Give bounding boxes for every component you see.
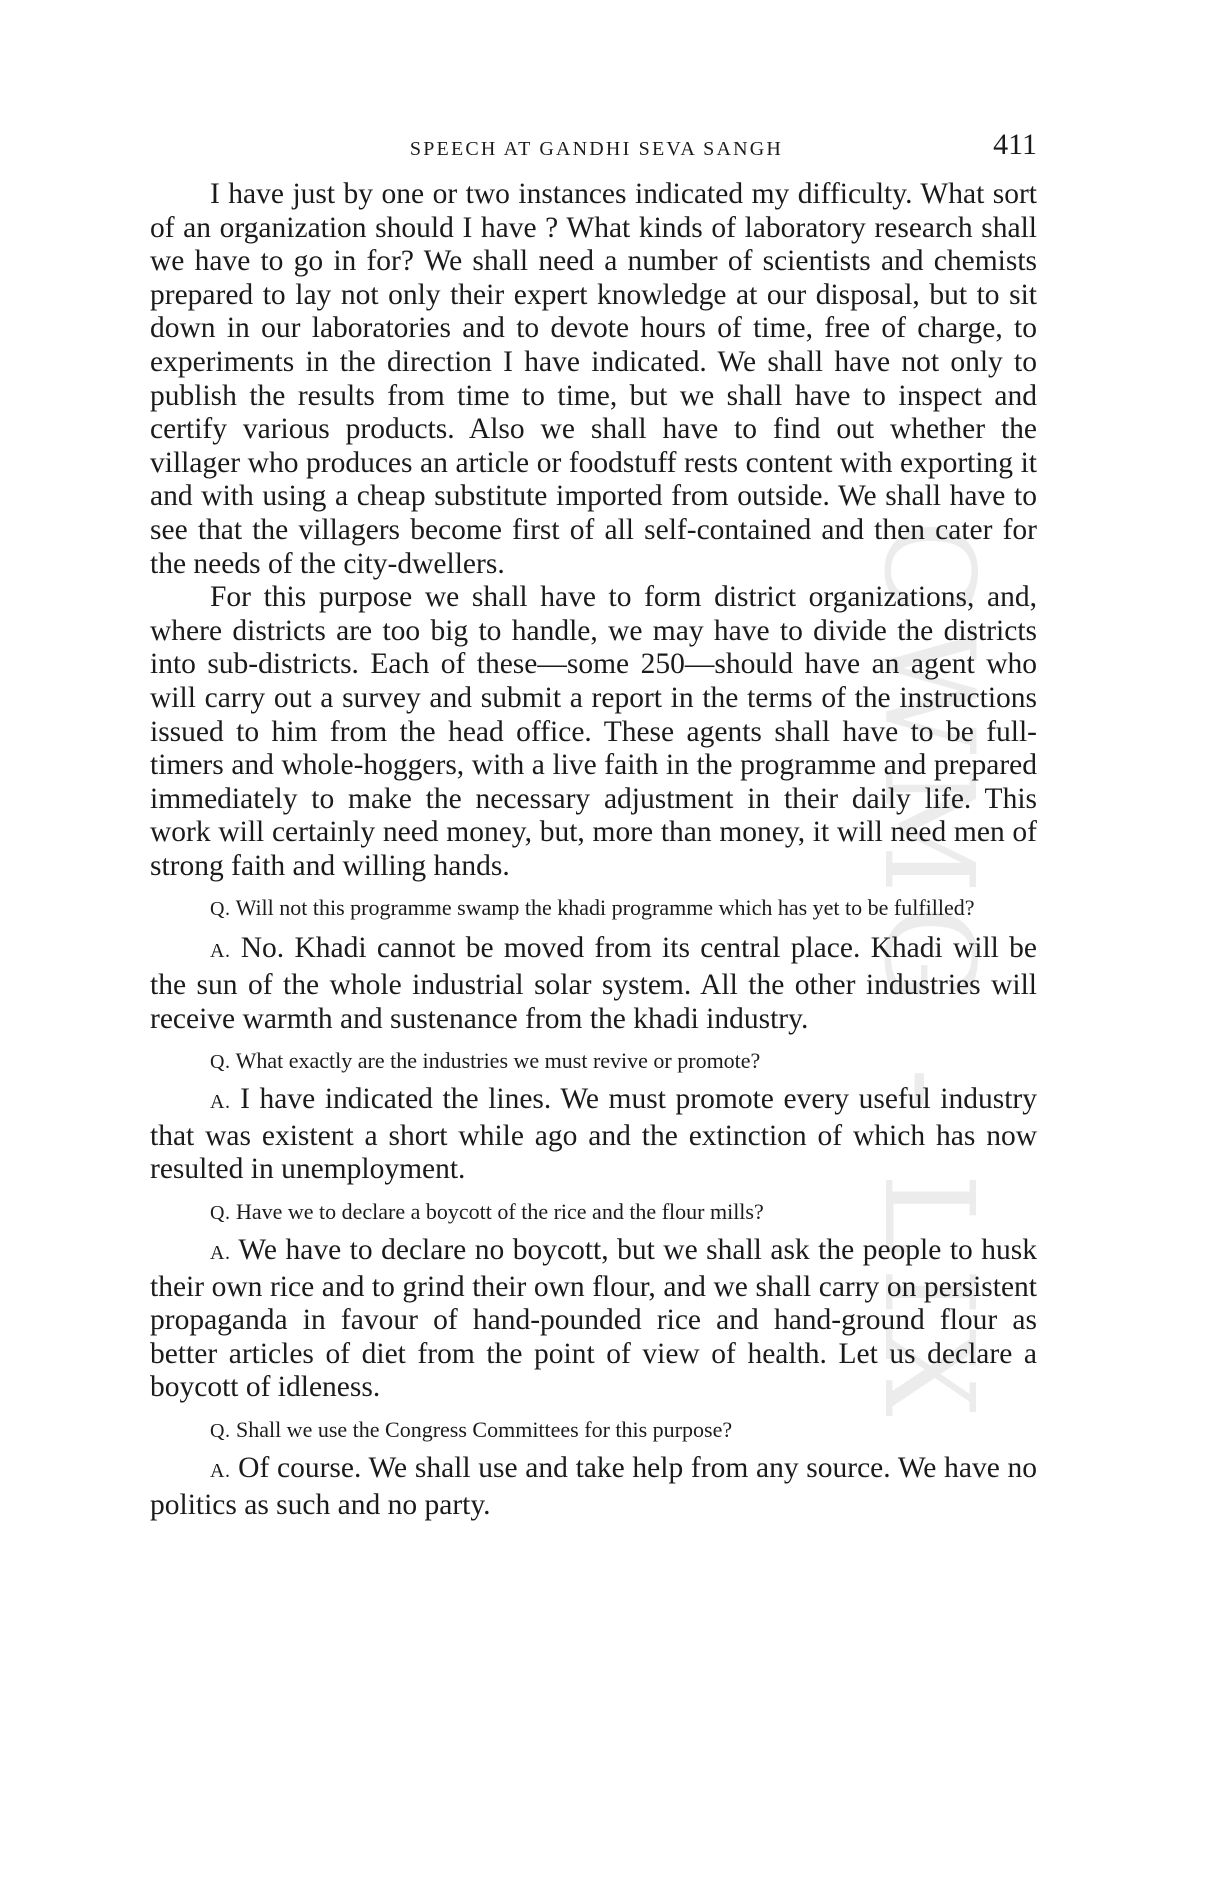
answer-text: Of course. We shall use and take help from any source. We have no politics as such and no party.	[150, 1452, 1038, 1521]
a-marker: A.	[210, 940, 231, 963]
question-text: What exactly are the industries we must revive or promote?	[235, 1048, 761, 1074]
paragraph-1: I have just by one or two instances indicated my difficulty. What sort of an organization should I have ? What kinds of laboratory research shall we have to go in for? We shall need a number of scientists and chemists prepared to lay not only their expert knowledge at our disposal, but to sit down in our laboratories and to devote hours of time, free of charge, to experiments in the direction I have indicated. We shall have not only to publish the results from time to time, but we shall have to inspect and certify various products. Also we shall have to find out whether the villager who produces an article or foodstuff rests content with exporting it and with using a cheap substitute imported from outside. We shall have to see that the villagers become first of all self-contained and then cater for the needs of the city-dwellers.	[150, 178, 1037, 580]
running-title: SPEECH AT GANDHI SEVA SANGH	[409, 138, 784, 160]
q-marker: Q.	[210, 1202, 231, 1225]
watermark-text: CWMG - LIX	[856, 520, 1000, 1429]
page-number: 411	[993, 128, 1037, 161]
a-marker: A.	[210, 1460, 231, 1482]
answer-2	[150, 1083, 1037, 1187]
q-marker: Q.	[210, 898, 231, 921]
answer-text: I have indicated the lines. We must promote every useful industry that was existent a short while ago and the extinction of which has now resulted in unemployment.	[150, 1083, 1037, 1186]
question-4	[150, 1413, 1037, 1448]
answer-3	[150, 1234, 1037, 1405]
q-marker: Q.	[210, 1051, 231, 1074]
a-marker: A.	[210, 1242, 231, 1265]
running-header	[150, 120, 1037, 178]
question-1	[150, 891, 1037, 926]
answer-text: No. Khadi cannot be moved from its central place. Khadi will be the sun of the whole industrial solar system. All the other industries will receive warmth and sustenance from the khadi industry.	[150, 932, 1037, 1035]
question-2	[150, 1044, 1037, 1079]
question-text: Will not this programme swamp the khadi programme which has yet to be fulfilled?	[235, 895, 975, 921]
a-marker: A.	[210, 1091, 231, 1114]
paragraph-2: For this purpose we shall have to form district organizations, and, where districts are too big to handle, we may have to divide the districts into sub-districts. Each of these—some 250—should have an agent who will carry out a survey and submit a report in the terms of the instructions issued to him from the head office. These agents shall have to be full-timers and whole-hoggers, with a live faith in the programme and prepared immediately to make the necessary adjustment in their daily life. This work will certainly need money, but, more than money, it will need men of strong faith and willing hands.	[150, 581, 1037, 882]
answer-4	[150, 1452, 1037, 1522]
page-content	[150, 120, 1037, 1528]
answer-1	[150, 932, 1037, 1036]
question-3	[150, 1195, 1037, 1230]
answer-text: We have to declare no boycott, but we shall ask the people to husk their own rice and to grind their own flour, and we shall carry on persistent propaganda in favour of hand-pounded rice and hand-ground flour as better articles of diet from the point of view of health. Let us declare a boycott of idleness.	[150, 1234, 1037, 1404]
question-text: Shall we use the Congress Committees for this purpose?	[235, 1417, 733, 1442]
q-marker: Q.	[210, 1420, 231, 1442]
question-text: Have we to declare a boycott of the rice and the flour mills?	[235, 1199, 764, 1225]
